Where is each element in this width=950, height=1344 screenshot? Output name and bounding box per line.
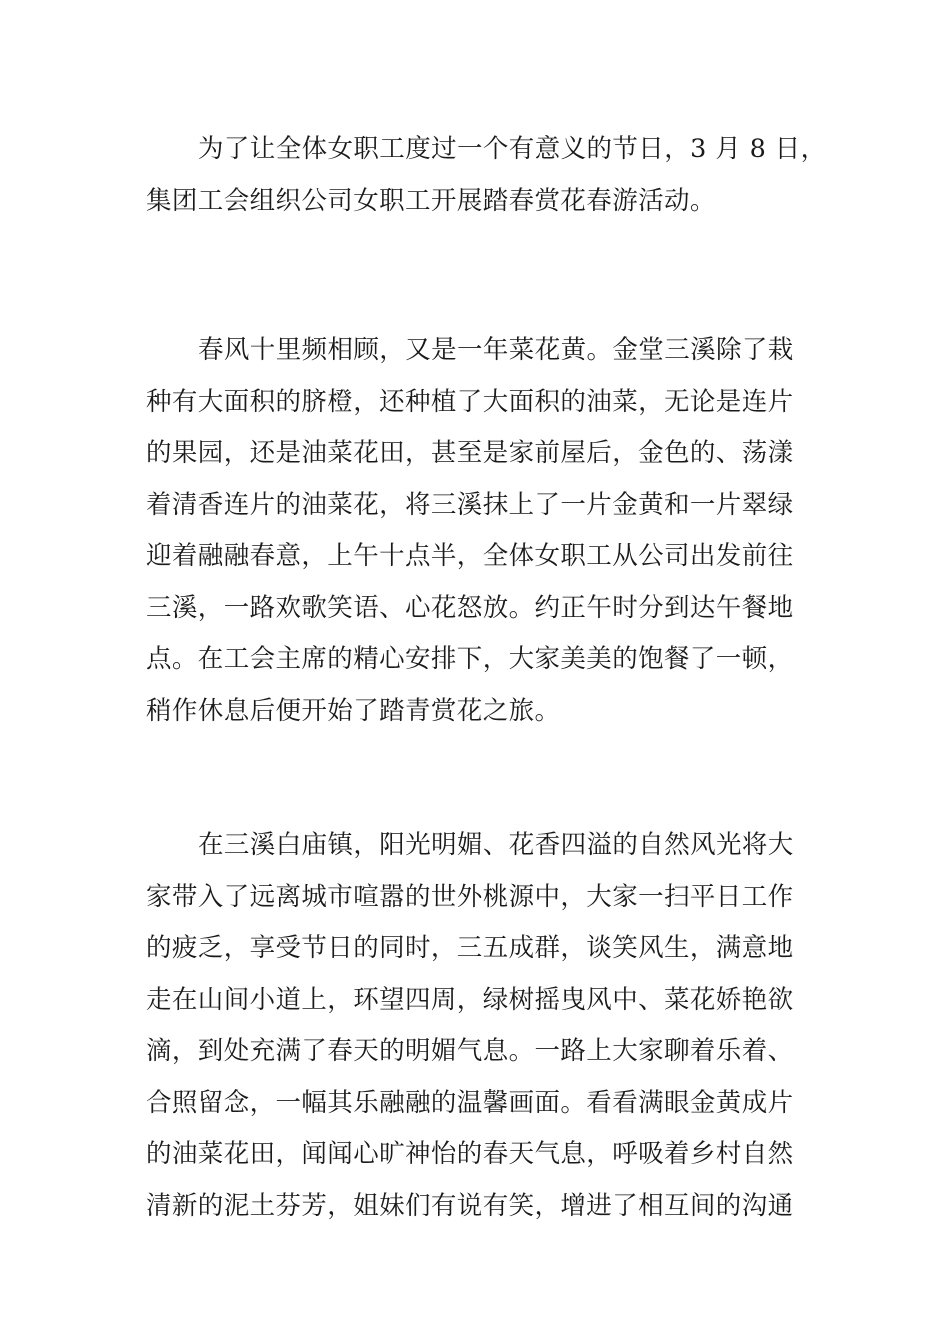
paragraph-line: 合照留念，一幅其乐融融的温馨画面。看看满眼金黄成片: [146, 1087, 794, 1118]
paragraph-line: 着清香连片的油菜花，将三溪抹上了一片金黄和一片翠绿: [146, 489, 794, 520]
paragraph-line: 家带入了远离城市喧嚣的世外桃源中，大家一扫平日工作: [146, 881, 794, 912]
paragraph-intro: [146, 124, 827, 227]
paragraph-line: 滴，到处充满了春天的明媚气息。一路上大家聊着乐着、: [146, 1036, 794, 1066]
paragraph-line: 春风十里频相顾，又是一年菜花黄。金堂三溪除了栽: [198, 335, 794, 365]
paragraph-line: 种有大面积的脐橙，还种植了大面积的油菜，无论是连片: [146, 386, 794, 417]
paragraph-line: 三溪，一路欢歌笑语、心花怒放。约正午时分到达午餐地: [146, 592, 794, 623]
paragraph-line: 在三溪白庙镇，阳光明媚、花香四溢的自然风光将大: [198, 830, 794, 860]
paragraph-line: 点。在工会主席的精心安排下，大家美美的饱餐了一顿，: [146, 644, 794, 674]
paragraph-line: 稍作休息后便开始了踏青赏花之旅。: [146, 695, 561, 726]
paragraph-spring-scenery: [146, 325, 811, 737]
paragraph-line: 为了让全体女职工度过一个有意义的节日，3 月 8 日，: [198, 134, 827, 164]
paragraph-baimiao-town: [146, 820, 811, 1232]
paragraph-line: 走在山间小道上，环望四周，绿树摇曳风中、菜花娇艳欲: [146, 984, 794, 1015]
paragraph-line: 迎着融融春意，上午十点半，全体女职工从公司出发前往: [146, 541, 794, 571]
paragraph-line: 集团工会组织公司女职工开展踏春赏花春游活动。: [146, 185, 716, 216]
paragraph-line: 的疲乏，享受节日的同时，三五成群，谈笑风生，满意地: [146, 933, 794, 963]
paragraph-line: 的油菜花田，闻闻心旷神怡的春天气息，呼吸着乡村自然: [146, 1139, 794, 1169]
paragraph-line: 的果园，还是油菜花田，甚至是家前屋后，金色的、荡漾: [146, 438, 794, 468]
paragraph-line: 清新的泥土芬芳，姐妹们有说有笑，增进了相互间的沟通: [146, 1190, 794, 1221]
